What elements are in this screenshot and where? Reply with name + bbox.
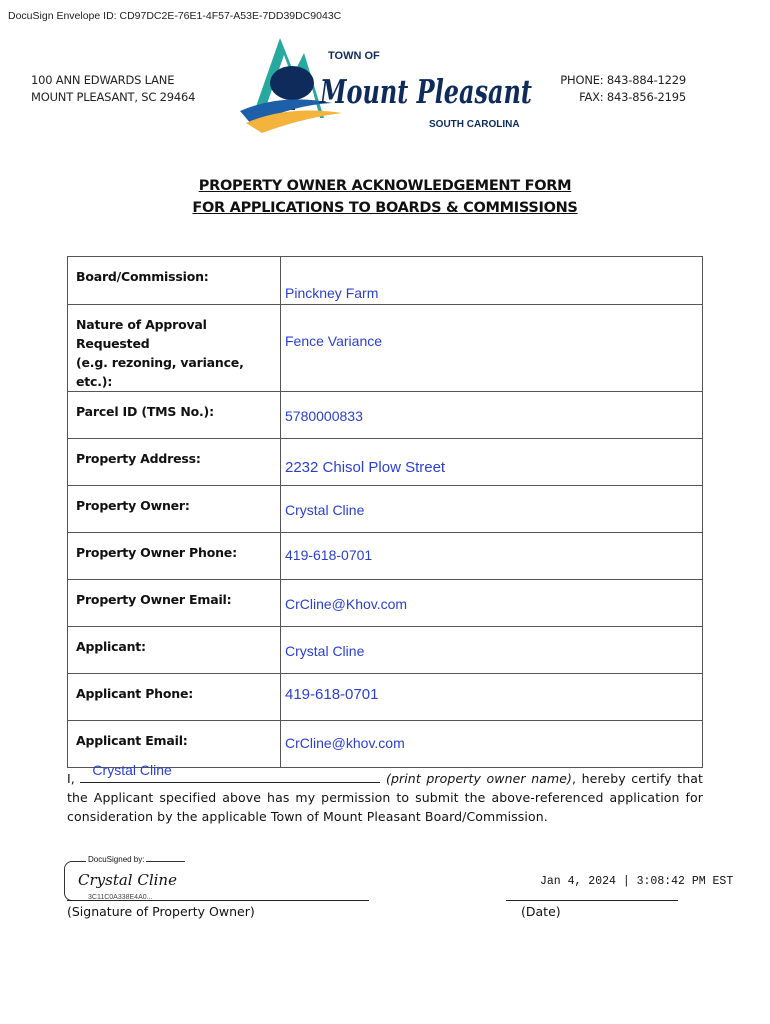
town-logo [232, 33, 537, 133]
address-line-1: 100 ANN EDWARDS LANE [31, 73, 175, 87]
field-value: Pinckney Farm [285, 285, 379, 301]
owner-name-value: Crystal Cline [92, 762, 172, 778]
date-label: (Date) [521, 904, 561, 919]
field-label [68, 257, 281, 305]
logo-name: Mount Pleasant [319, 72, 532, 111]
cert-body: , hereby certify that the Applicant specified above has my permission to submit the above-referenced application for consideration by the applicable Town of Mount Pleasant Board/Commission. [67, 771, 703, 824]
owner-name-field[interactable] [80, 762, 380, 783]
field-label-text: Board/Commission: [76, 269, 209, 284]
field-value: Fence Variance [285, 333, 383, 349]
field-value: Crystal Cline [285, 502, 365, 518]
signature-line [67, 900, 369, 901]
field-label [68, 580, 281, 627]
form-row [68, 392, 703, 439]
field-label [68, 533, 281, 580]
town-address [31, 72, 195, 106]
field-value: 419-618-0701 [285, 686, 379, 703]
fax-number: FAX: 843-856-2195 [579, 90, 686, 104]
address-line-2: MOUNT PLEASANT, SC 29464 [31, 90, 196, 104]
field-label [68, 439, 281, 486]
signature-envelope-code: 3C11C0A338E4A0... [88, 894, 153, 901]
form-row [68, 674, 703, 721]
field-label-text: Applicant Email: [76, 733, 188, 748]
cert-print-hint: (print property owner name) [385, 771, 573, 786]
form-row [68, 580, 703, 627]
form-row [68, 533, 703, 580]
field-label-text: Applicant: [76, 639, 146, 654]
field-label [68, 486, 281, 533]
field-value-cell[interactable] [281, 627, 703, 674]
field-label-text: Property Owner: [76, 498, 190, 513]
certification-statement [67, 762, 703, 826]
phone-number: PHONE: 843-884-1229 [560, 73, 686, 87]
field-label-text-2: (e.g. rezoning, variance, etc.): [76, 355, 244, 389]
logo-state: SOUTH CAROLINA [429, 119, 520, 130]
signature-label: (Signature of Property Owner) [67, 904, 255, 919]
logo-town-of: TOWN OF [328, 50, 380, 62]
field-value: 419-618-0701 [285, 547, 373, 563]
field-value-cell[interactable] [281, 533, 703, 580]
field-label-text: Property Address: [76, 451, 201, 466]
field-label [68, 674, 281, 721]
form-row [68, 305, 703, 392]
field-value-cell[interactable] [281, 439, 703, 486]
field-label [68, 392, 281, 439]
cert-prefix: I, [67, 771, 81, 786]
town-contact [560, 72, 686, 106]
form-title-line-1: PROPERTY OWNER ACKNOWLEDGEMENT FORM [198, 178, 572, 194]
field-value-cell[interactable] [281, 580, 703, 627]
field-value: 5780000833 [285, 408, 363, 424]
field-label [68, 627, 281, 674]
field-label-text: Property Owner Phone: [76, 545, 237, 560]
application-info-table [67, 256, 703, 768]
date-line [506, 900, 678, 901]
field-label-text: Parcel ID (TMS No.): [76, 404, 214, 419]
field-value-cell[interactable] [281, 486, 703, 533]
signed-date-value: Jan 4, 2024 | 3:08:42 PM EST [540, 875, 734, 888]
field-value: CrCline@Khov.com [285, 596, 408, 612]
owner-signature: Crystal Cline [78, 871, 177, 889]
form-row [68, 257, 703, 305]
field-value: 2232 Chisol Plow Street [285, 459, 446, 476]
field-label-text: Applicant Phone: [76, 686, 194, 701]
form-row [68, 439, 703, 486]
form-row [68, 486, 703, 533]
field-label-text: Property Owner Email: [76, 592, 232, 607]
docusign-envelope-id: DocuSign Envelope ID: CD97DC2E-76E1-4F57-A53E-7DD39DC9043C [8, 10, 342, 22]
form-title-line-2: FOR APPLICATIONS TO BOARDS & COMMISSIONS [192, 200, 578, 216]
field-label [68, 305, 281, 392]
form-row [68, 627, 703, 674]
field-value-cell[interactable] [281, 257, 703, 305]
field-value: Crystal Cline [285, 643, 365, 659]
field-value: CrCline@khov.com [285, 735, 405, 751]
field-value-cell[interactable] [281, 305, 703, 392]
field-value-cell[interactable] [281, 674, 703, 721]
field-label-text: Nature of Approval Requested [76, 317, 207, 351]
field-value-cell[interactable] [281, 392, 703, 439]
field-value-cell[interactable] [281, 721, 703, 768]
docusigned-by-label: DocuSigned by: [88, 855, 145, 864]
